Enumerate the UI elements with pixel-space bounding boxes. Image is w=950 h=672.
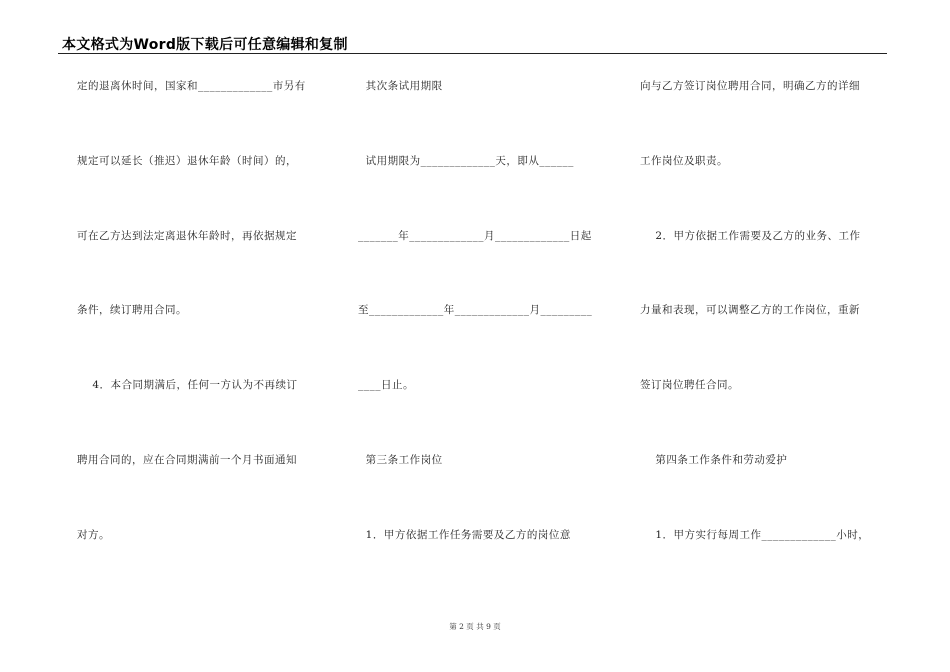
header-divider (58, 53, 887, 54)
text-line: 力量和表现，可以调整乙方的工作岗位，重新 (640, 304, 860, 316)
section-heading: 第四条工作条件和劳动爱护 (640, 454, 788, 466)
text-line: 签订岗位聘任合同。 (640, 379, 739, 391)
text-line: 规定可以延长（推迟）退休年龄（时间）的， (77, 155, 297, 167)
text-line: 试用期限为_____________天，即从______ (358, 155, 574, 167)
document-header-title: 本文格式为Word版下载后可任意编辑和复制 (62, 37, 348, 53)
page-number-footer: 第 2 页 共 9 页 (449, 622, 501, 631)
text-line: 聘用合同的，应在合同期满前一个月书面通知 (77, 454, 297, 466)
section-heading: 第三条工作岗位 (358, 454, 443, 466)
text-line: 对方。 (77, 529, 110, 541)
text-line: 1．甲方依据工作任务需要及乙方的岗位意 (358, 529, 571, 541)
text-line: 1．甲方实行每周工作_____________小时， (640, 529, 870, 541)
text-line: 定的退离休时间，国家和_____________市另有 (77, 80, 306, 92)
text-line: _______年_____________月_____________日起 (358, 230, 592, 242)
section-heading: 其次条试用期限 (358, 80, 443, 92)
text-line: 工作岗位及职责。 (640, 155, 728, 167)
text-line: 至_____________年_____________月_________ (358, 304, 593, 316)
text-line: 向与乙方签订岗位聘用合同，明确乙方的详细 (640, 80, 860, 92)
text-line: 4．本合同期满后，任何一方认为不再续订 (77, 379, 298, 391)
text-line: ____日止。 (358, 379, 414, 391)
text-line: 2．甲方依据工作需要及乙方的业务、工作 (640, 230, 861, 242)
text-line: 条件，续订聘用合同。 (77, 304, 187, 316)
text-line: 可在乙方达到法定离退休年龄时，再依据规定 (77, 230, 297, 242)
